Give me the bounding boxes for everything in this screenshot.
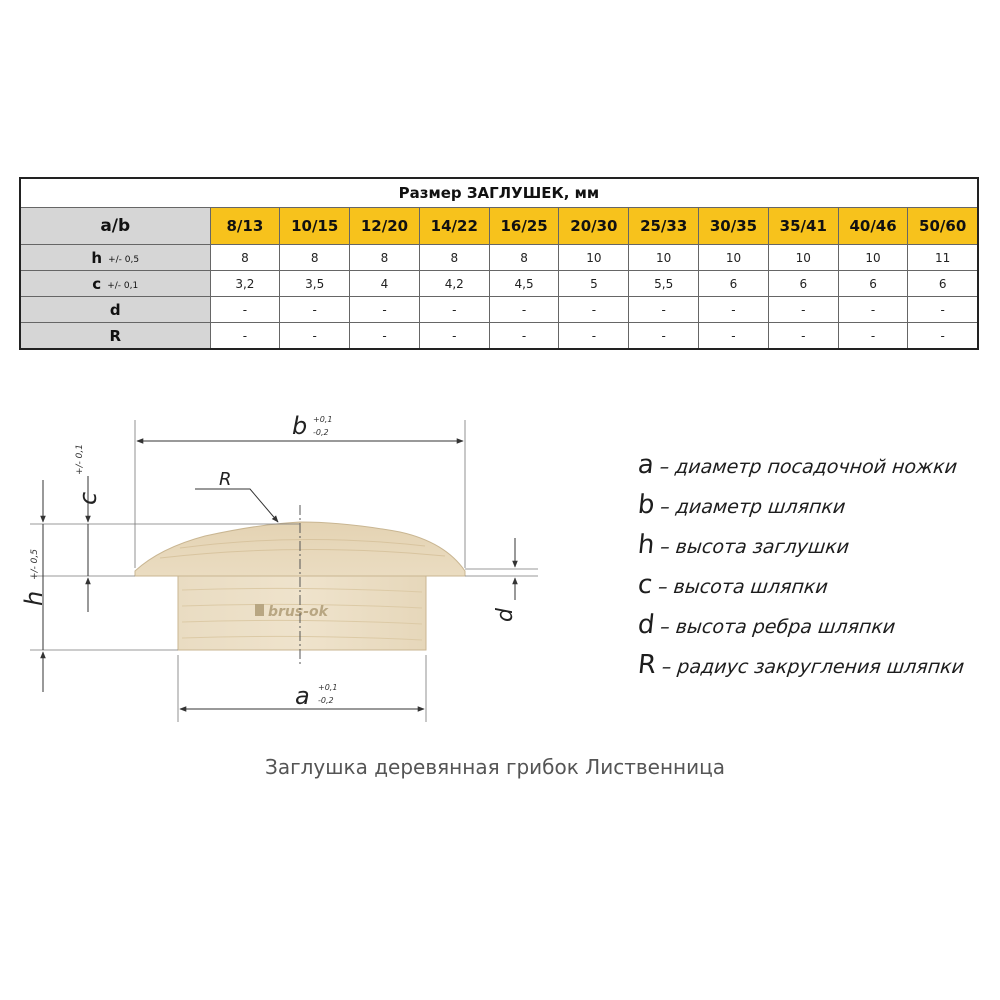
size-header: 40/46 [838, 208, 908, 245]
table-cell: 8 [280, 245, 350, 271]
table-cell: 6 [838, 271, 908, 297]
table-cell: - [699, 297, 769, 323]
table-cell: 10 [768, 245, 838, 271]
legend-item-a [636, 450, 958, 480]
table-cell: - [489, 297, 559, 323]
table-cell: 11 [908, 245, 978, 271]
table-cell: - [350, 297, 420, 323]
table-cell: 10 [629, 245, 699, 271]
table-cell: 4,5 [489, 271, 559, 297]
tol-c: +/- 0,1 [75, 444, 85, 475]
table-cell: - [350, 323, 420, 350]
table-cell: 6 [699, 271, 769, 297]
row-label-h [20, 245, 210, 271]
legend-text: – высота шляпки [656, 576, 830, 598]
table-cell: - [559, 323, 629, 350]
table-cell: - [280, 297, 350, 323]
label-a: a [295, 682, 310, 710]
legend-symbol: c [636, 570, 654, 600]
table-cell: 10 [699, 245, 769, 271]
table-cell: 8 [419, 245, 489, 271]
size-header: 10/15 [280, 208, 350, 245]
watermark-text: brus-ok [268, 604, 328, 620]
table-cell: - [419, 297, 489, 323]
legend-text: – высота ребра шляпки [659, 616, 897, 638]
row-symbol: c [92, 274, 102, 293]
table-cell: 8 [210, 245, 280, 271]
legend-symbol: h [636, 530, 657, 560]
legend-symbol: d [636, 610, 657, 640]
table-cell: 3,5 [280, 271, 350, 297]
table-cell: 4 [350, 271, 420, 297]
table-title: Размер ЗАГЛУШЕК, мм [20, 178, 978, 208]
table-cell: 8 [350, 245, 420, 271]
label-h: h [20, 590, 48, 606]
label-c: c [74, 491, 102, 505]
size-header: 50/60 [908, 208, 978, 245]
table-cell: - [280, 323, 350, 350]
header-label: a/b [20, 208, 210, 245]
tol-b-plus: +0,1 [313, 415, 333, 424]
size-header: 12/20 [350, 208, 420, 245]
legend-item-r [636, 650, 965, 680]
table-cell: - [419, 323, 489, 350]
legend-symbol: b [636, 490, 657, 520]
table-cell: - [210, 297, 280, 323]
table-cell: - [559, 297, 629, 323]
row-label-c [20, 271, 210, 297]
table-cell: - [908, 297, 978, 323]
size-header: 30/35 [699, 208, 769, 245]
table-cell: 6 [768, 271, 838, 297]
legend-item-h [636, 530, 851, 560]
legend-text: – радиус закругления шляпки [660, 656, 966, 678]
table-cell: 10 [559, 245, 629, 271]
table-cell: 4,2 [419, 271, 489, 297]
table-row [20, 245, 978, 271]
table-cell: - [908, 323, 978, 350]
legend-item-c [636, 570, 829, 600]
table-cell: 3,2 [210, 271, 280, 297]
radius-leader [195, 489, 278, 522]
header-row [20, 208, 978, 245]
table-cell: 10 [838, 245, 908, 271]
table-cell: - [838, 297, 908, 323]
legend-text: – диаметр шляпки [659, 496, 847, 518]
size-header: 25/33 [629, 208, 699, 245]
tol-a-minus: -0,2 [318, 696, 334, 705]
table-row [20, 271, 978, 297]
table-row [20, 297, 978, 323]
legend-text: – диаметр посадочной ножки [658, 456, 959, 478]
table-cell: 5,5 [629, 271, 699, 297]
size-header: 8/13 [210, 208, 280, 245]
row-label-r [20, 323, 210, 350]
row-symbol: d [109, 300, 121, 319]
table-cell: 5 [559, 271, 629, 297]
table-cell: - [629, 323, 699, 350]
caption: Заглушка деревянная грибок Лиственница [265, 755, 725, 779]
label-b: b [292, 412, 308, 440]
table-cell: - [210, 323, 280, 350]
legend-symbol: R [636, 650, 658, 680]
table-cell: - [489, 323, 559, 350]
legend-item-b [636, 490, 847, 520]
row-tolerance: +/- 0,5 [108, 254, 140, 265]
row-label-d [20, 297, 210, 323]
row-tolerance: +/- 0,1 [107, 280, 139, 291]
tol-b-minus: -0,2 [313, 428, 329, 437]
size-header: 35/41 [768, 208, 838, 245]
table-cell: - [699, 323, 769, 350]
table-cell: 6 [908, 271, 978, 297]
plug-drawing [0, 395, 600, 735]
size-table [19, 177, 979, 350]
table-cell: - [838, 323, 908, 350]
table-cell: 8 [489, 245, 559, 271]
table-row [20, 323, 978, 350]
size-header: 14/22 [419, 208, 489, 245]
size-header: 16/25 [489, 208, 559, 245]
tol-a-plus: +0,1 [318, 683, 338, 692]
table-cell: - [768, 323, 838, 350]
size-header: 20/30 [559, 208, 629, 245]
legend-item-d [636, 610, 897, 640]
row-symbol: h [91, 248, 103, 267]
legend-text: – высота заглушки [659, 536, 851, 558]
table-cell: - [629, 297, 699, 323]
tol-h: +/- 0,5 [30, 549, 40, 580]
legend-symbol: a [636, 450, 656, 480]
table-cell: - [768, 297, 838, 323]
label-r: R [219, 469, 232, 490]
row-symbol: R [109, 326, 122, 345]
label-d: d [493, 608, 518, 622]
